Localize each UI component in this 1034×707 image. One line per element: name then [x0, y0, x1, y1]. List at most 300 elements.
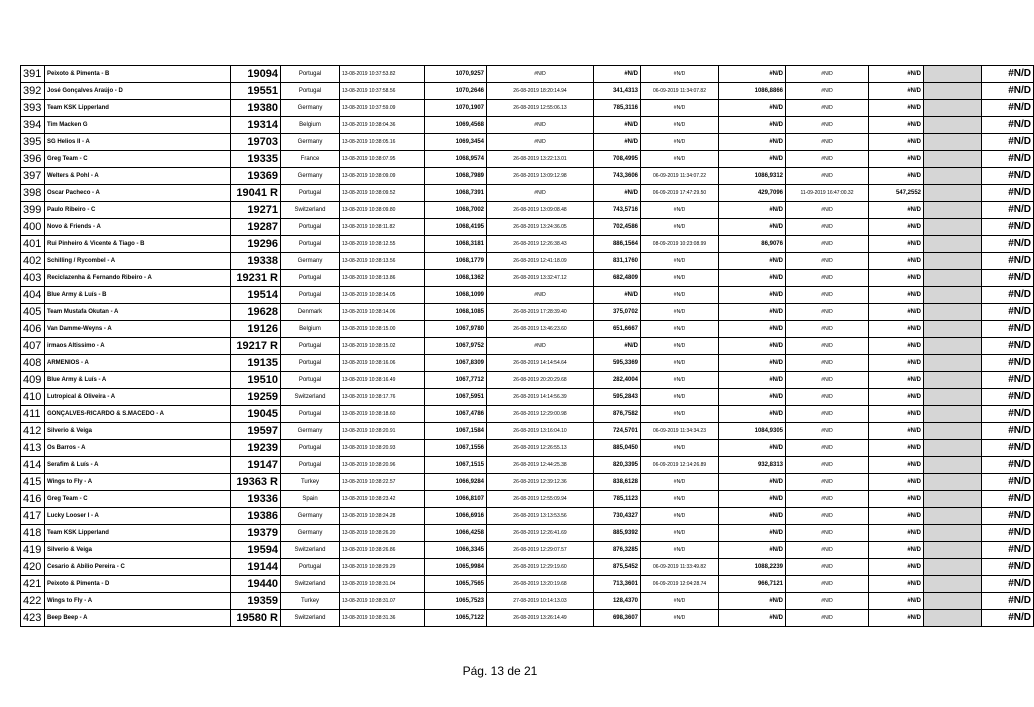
final-result: #N/D: [982, 321, 1034, 338]
race2-speed: 838,6128: [594, 474, 641, 491]
race3-time: 06-09-2019 12:04:28.74: [641, 576, 719, 593]
race4-speed: #N/D: [869, 355, 924, 372]
team-name: GONÇALVES-RICARDO & S.MACEDO - A: [45, 406, 231, 423]
race4-time: #N/D: [786, 321, 869, 338]
team-name: Os Barros - A: [45, 440, 231, 457]
rank: 417: [21, 508, 45, 525]
rank: 420: [21, 559, 45, 576]
race4-time: #N/D: [786, 270, 869, 287]
race2-time: 26-08-2019 12:29:19.60: [487, 559, 594, 576]
ring-number: 19514: [231, 287, 281, 304]
final-result: #N/D: [982, 457, 1034, 474]
team-name: Silverio & Veiga: [45, 542, 231, 559]
race4-time: #N/D: [786, 593, 869, 610]
race3-speed: #N/D: [719, 304, 786, 321]
race3-time: #N/D: [641, 610, 719, 627]
race1-speed: 1068,3181: [425, 236, 487, 253]
table-row: [21, 321, 1034, 338]
race2-speed: #N/D: [594, 185, 641, 202]
country: Turkey: [281, 474, 340, 491]
team-name: ARMENIOS - A: [45, 355, 231, 372]
race1-speed: 1067,1584: [425, 423, 487, 440]
race4-time: #N/D: [786, 542, 869, 559]
race4-time: #N/D: [786, 202, 869, 219]
race2-speed: 702,4586: [594, 219, 641, 236]
country: Portugal: [281, 440, 340, 457]
race2-time: 26-08-2019 12:26:55.13: [487, 440, 594, 457]
race3-speed: #N/D: [719, 117, 786, 134]
race2-time: 26-08-2019 13:16:04.10: [487, 423, 594, 440]
race3-time: #N/D: [641, 287, 719, 304]
race3-speed: #N/D: [719, 389, 786, 406]
race4-speed: #N/D: [869, 117, 924, 134]
race1-time: 13-08-2019 10:38:29.29: [340, 559, 425, 576]
race3-speed: 1088,2239: [719, 559, 786, 576]
race1-speed: 1067,9752: [425, 338, 487, 355]
country: Switzerland: [281, 542, 340, 559]
race1-speed: 1066,3345: [425, 542, 487, 559]
blank-cell: [924, 474, 982, 491]
race3-speed: #N/D: [719, 508, 786, 525]
race4-time: #N/D: [786, 389, 869, 406]
ring-number: 19335: [231, 151, 281, 168]
rank: 419: [21, 542, 45, 559]
race3-speed: #N/D: [719, 253, 786, 270]
final-result: #N/D: [982, 66, 1034, 83]
race1-speed: 1068,7391: [425, 185, 487, 202]
rank: 391: [21, 66, 45, 83]
race4-speed: #N/D: [869, 270, 924, 287]
final-result: #N/D: [982, 474, 1034, 491]
race4-speed: #N/D: [869, 321, 924, 338]
race4-speed: #N/D: [869, 559, 924, 576]
blank-cell: [924, 100, 982, 117]
race4-time: #N/D: [786, 406, 869, 423]
race1-time: 13-08-2019 10:38:18.60: [340, 406, 425, 423]
race1-speed: 1065,7523: [425, 593, 487, 610]
race4-time: #N/D: [786, 219, 869, 236]
country: Portugal: [281, 185, 340, 202]
race3-time: #N/D: [641, 66, 719, 83]
team-name: Peixoto & Pimenta - D: [45, 576, 231, 593]
table-row: [21, 474, 1034, 491]
team-name: Wings to Fly - A: [45, 474, 231, 491]
final-result: #N/D: [982, 406, 1034, 423]
ring-number: 19094: [231, 66, 281, 83]
final-result: #N/D: [982, 576, 1034, 593]
country: Portugal: [281, 355, 340, 372]
table-row: [21, 525, 1034, 542]
race2-time: 26-08-2019 12:39:12.36: [487, 474, 594, 491]
blank-cell: [924, 304, 982, 321]
race2-speed: 708,4995: [594, 151, 641, 168]
blank-cell: [924, 457, 982, 474]
race4-time: #N/D: [786, 134, 869, 151]
team-name: Welters & Pohl - A: [45, 168, 231, 185]
final-result: #N/D: [982, 83, 1034, 100]
blank-cell: [924, 66, 982, 83]
race4-speed: #N/D: [869, 457, 924, 474]
race2-speed: 886,1564: [594, 236, 641, 253]
race4-speed: #N/D: [869, 542, 924, 559]
race1-speed: 1067,5951: [425, 389, 487, 406]
race4-speed: #N/D: [869, 525, 924, 542]
race3-speed: #N/D: [719, 491, 786, 508]
race3-speed: #N/D: [719, 610, 786, 627]
race3-time: #N/D: [641, 253, 719, 270]
table-row: [21, 372, 1034, 389]
country: Germany: [281, 423, 340, 440]
race2-time: #N/D: [487, 287, 594, 304]
race2-speed: 820,3395: [594, 457, 641, 474]
race1-speed: 1065,7565: [425, 576, 487, 593]
final-result: #N/D: [982, 185, 1034, 202]
race3-time: #N/D: [641, 372, 719, 389]
country: Switzerland: [281, 610, 340, 627]
ring-number: 19259: [231, 389, 281, 406]
table-row: [21, 389, 1034, 406]
rank: 399: [21, 202, 45, 219]
race3-speed: #N/D: [719, 134, 786, 151]
race3-speed: #N/D: [719, 474, 786, 491]
country: Portugal: [281, 236, 340, 253]
team-name: Wings to Fly - A: [45, 593, 231, 610]
results-table: [20, 65, 1034, 627]
final-result: #N/D: [982, 610, 1034, 627]
race4-time: #N/D: [786, 338, 869, 355]
race2-time: 26-08-2019 12:55:09.94: [487, 491, 594, 508]
table-row: [21, 610, 1034, 627]
blank-cell: [924, 508, 982, 525]
race4-time: #N/D: [786, 304, 869, 321]
race3-time: 06-09-2019 11:34:07.22: [641, 168, 719, 185]
race3-speed: 1086,9312: [719, 168, 786, 185]
country: Portugal: [281, 270, 340, 287]
ring-number: 19296: [231, 236, 281, 253]
table-row: [21, 508, 1034, 525]
final-result: #N/D: [982, 542, 1034, 559]
race1-time: 13-08-2019 10:37:53.82: [340, 66, 425, 83]
race2-speed: 876,3285: [594, 542, 641, 559]
rank: 407: [21, 338, 45, 355]
race1-time: 13-08-2019 10:38:13.86: [340, 270, 425, 287]
race1-time: 13-08-2019 10:38:26.86: [340, 542, 425, 559]
rank: 411: [21, 406, 45, 423]
race1-time: 13-08-2019 10:38:31.36: [340, 610, 425, 627]
final-result: #N/D: [982, 559, 1034, 576]
final-result: #N/D: [982, 134, 1034, 151]
blank-cell: [924, 525, 982, 542]
race4-time: #N/D: [786, 576, 869, 593]
race1-time: 13-08-2019 10:38:15.00: [340, 321, 425, 338]
race2-speed: 595,3369: [594, 355, 641, 372]
country: Portugal: [281, 406, 340, 423]
race1-speed: 1068,9574: [425, 151, 487, 168]
race4-speed: #N/D: [869, 474, 924, 491]
race1-time: 13-08-2019 10:37:59.09: [340, 100, 425, 117]
results-table-body: [21, 66, 1034, 627]
race4-time: #N/D: [786, 151, 869, 168]
race3-speed: #N/D: [719, 406, 786, 423]
race2-speed: #N/D: [594, 134, 641, 151]
race1-time: 13-08-2019 10:38:23.42: [340, 491, 425, 508]
race1-speed: 1070,9257: [425, 66, 487, 83]
final-result: #N/D: [982, 168, 1034, 185]
team-name: Novo & Friends - A: [45, 219, 231, 236]
team-name: Team KSK Lipperland: [45, 100, 231, 117]
country: Switzerland: [281, 202, 340, 219]
race4-speed: #N/D: [869, 406, 924, 423]
ring-number: 19271: [231, 202, 281, 219]
table-row: [21, 576, 1034, 593]
race1-time: 13-08-2019 10:38:12.55: [340, 236, 425, 253]
blank-cell: [924, 491, 982, 508]
country: Portugal: [281, 559, 340, 576]
blank-cell: [924, 372, 982, 389]
race1-speed: 1068,1362: [425, 270, 487, 287]
final-result: #N/D: [982, 372, 1034, 389]
race4-speed: #N/D: [869, 253, 924, 270]
race4-speed: #N/D: [869, 151, 924, 168]
race4-speed: #N/D: [869, 66, 924, 83]
race3-time: 06-09-2019 17:47:29.50: [641, 185, 719, 202]
race2-time: 26-08-2019 14:14:54.64: [487, 355, 594, 372]
race4-time: #N/D: [786, 372, 869, 389]
race3-time: #N/D: [641, 474, 719, 491]
race2-speed: 341,4313: [594, 83, 641, 100]
race3-time: #N/D: [641, 440, 719, 457]
ring-number: 19359: [231, 593, 281, 610]
race4-time: #N/D: [786, 559, 869, 576]
race2-time: 26-08-2019 13:22:13.01: [487, 151, 594, 168]
race4-speed: #N/D: [869, 576, 924, 593]
race2-speed: 595,2843: [594, 389, 641, 406]
rank: 402: [21, 253, 45, 270]
table-row: [21, 168, 1034, 185]
table-row: [21, 219, 1034, 236]
team-name: Peixoto & Pimenta - B: [45, 66, 231, 83]
race3-time: #N/D: [641, 406, 719, 423]
blank-cell: [924, 321, 982, 338]
blank-cell: [924, 185, 982, 202]
table-row: [21, 270, 1034, 287]
race1-speed: 1065,9984: [425, 559, 487, 576]
race4-speed: #N/D: [869, 168, 924, 185]
ring-number: 19336: [231, 491, 281, 508]
race4-speed: #N/D: [869, 134, 924, 151]
ring-number: 19510: [231, 372, 281, 389]
race2-speed: 743,5716: [594, 202, 641, 219]
race4-time: #N/D: [786, 457, 869, 474]
ring-number: 19041 R: [231, 185, 281, 202]
race3-speed: #N/D: [719, 287, 786, 304]
table-row: [21, 559, 1034, 576]
race2-time: 26-08-2019 12:29:00.98: [487, 406, 594, 423]
race3-speed: #N/D: [719, 525, 786, 542]
race3-time: #N/D: [641, 219, 719, 236]
team-name: Lutropical & Oliveira - A: [45, 389, 231, 406]
rank: 400: [21, 219, 45, 236]
team-name: Rui Pinheiro & Vicente & Tiago - B: [45, 236, 231, 253]
race1-time: 13-08-2019 10:38:31.07: [340, 593, 425, 610]
table-row: [21, 253, 1034, 270]
ring-number: 19369: [231, 168, 281, 185]
race2-time: 26-08-2019 13:32:47.12: [487, 270, 594, 287]
rank: 403: [21, 270, 45, 287]
race3-time: 06-09-2019 12:14:26.89: [641, 457, 719, 474]
race2-speed: #N/D: [594, 287, 641, 304]
team-name: Schilling / Rycombel - A: [45, 253, 231, 270]
race2-speed: 730,4327: [594, 508, 641, 525]
race2-time: #N/D: [487, 117, 594, 134]
race2-time: 26-08-2019 13:13:53.56: [487, 508, 594, 525]
race3-time: 06-09-2019 11:34:34.23: [641, 423, 719, 440]
race1-speed: 1066,4258: [425, 525, 487, 542]
race3-time: #N/D: [641, 134, 719, 151]
rank: 415: [21, 474, 45, 491]
country: Germany: [281, 134, 340, 151]
race1-speed: 1068,7002: [425, 202, 487, 219]
team-name: SG Helios II - A: [45, 134, 231, 151]
final-result: #N/D: [982, 593, 1034, 610]
race2-time: 26-08-2019 12:26:38.43: [487, 236, 594, 253]
blank-cell: [924, 270, 982, 287]
ring-number: 19045: [231, 406, 281, 423]
race2-time: #N/D: [487, 134, 594, 151]
ring-number: 19126: [231, 321, 281, 338]
race2-speed: 785,3116: [594, 100, 641, 117]
race3-time: #N/D: [641, 117, 719, 134]
blank-cell: [924, 406, 982, 423]
ring-number: 19287: [231, 219, 281, 236]
race1-speed: 1068,1085: [425, 304, 487, 321]
rank: 410: [21, 389, 45, 406]
race1-time: 13-08-2019 10:38:07.95: [340, 151, 425, 168]
race1-speed: 1068,1779: [425, 253, 487, 270]
table-row: [21, 593, 1034, 610]
table-row: [21, 542, 1034, 559]
race3-time: #N/D: [641, 508, 719, 525]
table-row: [21, 440, 1034, 457]
race3-speed: #N/D: [719, 338, 786, 355]
final-result: #N/D: [982, 525, 1034, 542]
race1-time: 13-08-2019 10:38:20.91: [340, 423, 425, 440]
race2-time: 26-08-2019 20:20:29.68: [487, 372, 594, 389]
race1-speed: 1067,4786: [425, 406, 487, 423]
race4-time: #N/D: [786, 287, 869, 304]
race4-time: #N/D: [786, 508, 869, 525]
race1-time: 13-08-2019 10:38:16.49: [340, 372, 425, 389]
country: Portugal: [281, 83, 340, 100]
blank-cell: [924, 202, 982, 219]
final-result: #N/D: [982, 219, 1034, 236]
race3-time: #N/D: [641, 202, 719, 219]
race3-speed: #N/D: [719, 321, 786, 338]
table-row: [21, 355, 1034, 372]
race2-time: 26-08-2019 13:46:23.60: [487, 321, 594, 338]
country: Portugal: [281, 338, 340, 355]
team-name: Blue Army & Luís - B: [45, 287, 231, 304]
blank-cell: [924, 559, 982, 576]
ring-number: 19363 R: [231, 474, 281, 491]
race4-speed: #N/D: [869, 610, 924, 627]
race1-time: 13-08-2019 10:38:09.52: [340, 185, 425, 202]
rank: 408: [21, 355, 45, 372]
final-result: #N/D: [982, 491, 1034, 508]
blank-cell: [924, 610, 982, 627]
team-name: Reciclazenha & Fernando Ribeiro - A: [45, 270, 231, 287]
race2-time: 26-08-2019 12:29:07.57: [487, 542, 594, 559]
race4-speed: #N/D: [869, 219, 924, 236]
race1-time: 13-08-2019 10:38:26.20: [340, 525, 425, 542]
ring-number: 19597: [231, 423, 281, 440]
team-name: Oscar Pacheco - A: [45, 185, 231, 202]
race2-speed: 375,0702: [594, 304, 641, 321]
race4-time: #N/D: [786, 440, 869, 457]
race3-time: #N/D: [641, 304, 719, 321]
race2-speed: #N/D: [594, 66, 641, 83]
rank: 401: [21, 236, 45, 253]
race2-speed: 885,9392: [594, 525, 641, 542]
blank-cell: [924, 389, 982, 406]
rank: 398: [21, 185, 45, 202]
race4-time: 11-09-2019 16:47:00.32: [786, 185, 869, 202]
race3-time: #N/D: [641, 270, 719, 287]
team-name: Blue Army & Luís - A: [45, 372, 231, 389]
final-result: #N/D: [982, 117, 1034, 134]
blank-cell: [924, 219, 982, 236]
race1-time: 13-08-2019 10:38:15.02: [340, 338, 425, 355]
table-row: [21, 338, 1034, 355]
race4-time: #N/D: [786, 423, 869, 440]
race1-time: 13-08-2019 10:38:31.04: [340, 576, 425, 593]
race4-time: #N/D: [786, 100, 869, 117]
table-row: [21, 491, 1034, 508]
race2-time: 26-08-2019 12:55:06.13: [487, 100, 594, 117]
ring-number: 19147: [231, 457, 281, 474]
final-result: #N/D: [982, 287, 1034, 304]
race1-time: 13-08-2019 10:38:13.56: [340, 253, 425, 270]
race1-speed: 1066,6916: [425, 508, 487, 525]
race2-speed: 698,3607: [594, 610, 641, 627]
race4-time: #N/D: [786, 66, 869, 83]
race3-time: #N/D: [641, 593, 719, 610]
country: Turkey: [281, 593, 340, 610]
table-row: [21, 236, 1034, 253]
race3-speed: #N/D: [719, 372, 786, 389]
final-result: #N/D: [982, 151, 1034, 168]
ring-number: 19380: [231, 100, 281, 117]
race1-time: 13-08-2019 10:38:11.82: [340, 219, 425, 236]
race1-time: 13-08-2019 10:38:22.57: [340, 474, 425, 491]
race4-time: #N/D: [786, 355, 869, 372]
race3-speed: 1086,8866: [719, 83, 786, 100]
country: Portugal: [281, 457, 340, 474]
final-result: #N/D: [982, 100, 1034, 117]
race1-speed: 1067,8309: [425, 355, 487, 372]
race2-speed: 713,3601: [594, 576, 641, 593]
final-result: #N/D: [982, 423, 1034, 440]
country: Spain: [281, 491, 340, 508]
race4-time: #N/D: [786, 610, 869, 627]
race1-speed: 1067,7712: [425, 372, 487, 389]
race1-speed: 1070,2646: [425, 83, 487, 100]
blank-cell: [924, 576, 982, 593]
table-row: [21, 134, 1034, 151]
rank: 406: [21, 321, 45, 338]
race2-time: 26-08-2019 13:24:36.05: [487, 219, 594, 236]
race4-speed: #N/D: [869, 389, 924, 406]
